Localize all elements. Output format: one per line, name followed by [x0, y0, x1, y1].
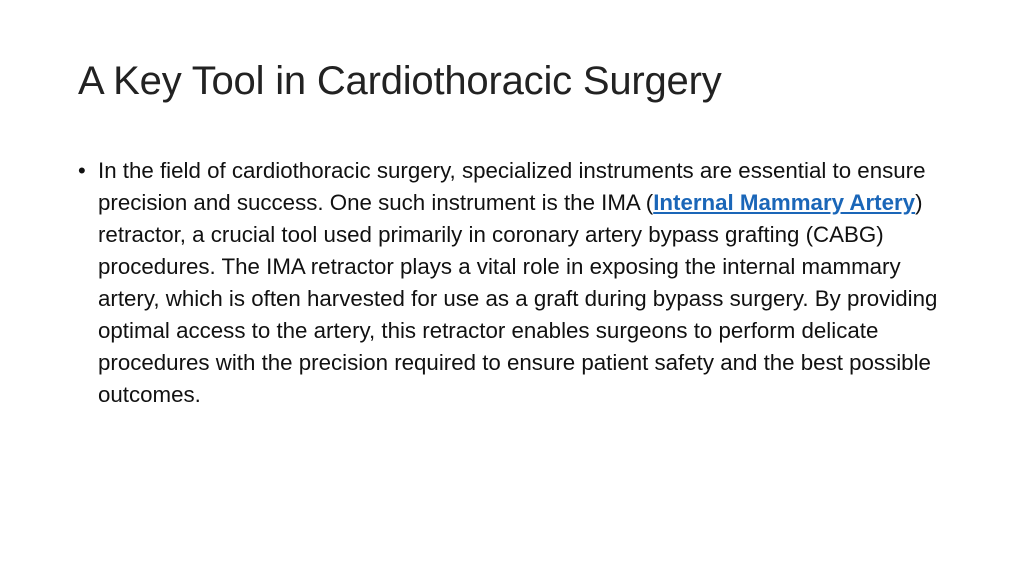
bullet-item — [78, 155, 938, 411]
internal-mammary-artery-link[interactable]: Internal Mammary Artery — [653, 190, 916, 215]
slide-title: A Key Tool in Cardiothoracic Surgery — [78, 59, 722, 103]
bullet-list — [78, 155, 938, 411]
paragraph-text-after-link: ) retractor, a crucial tool used primarily in coronary artery bypass grafting (CABG) procedures. The IMA retractor plays a vital role in exposing the internal mammary artery, which is often harvested for use as a graft during bypass surgery. By providing optimal access to the artery, this retractor enables surgeons to perform delicate procedures with the precision required to ensure patient safety and the best possible outcomes. — [98, 190, 938, 407]
bullet-icon: • — [78, 158, 86, 183]
paragraph-text-before-link: In the field of cardiothoracic surgery, specialized instruments are essential to ensure precision and success. One such instrument is the IMA ( — [98, 158, 926, 215]
